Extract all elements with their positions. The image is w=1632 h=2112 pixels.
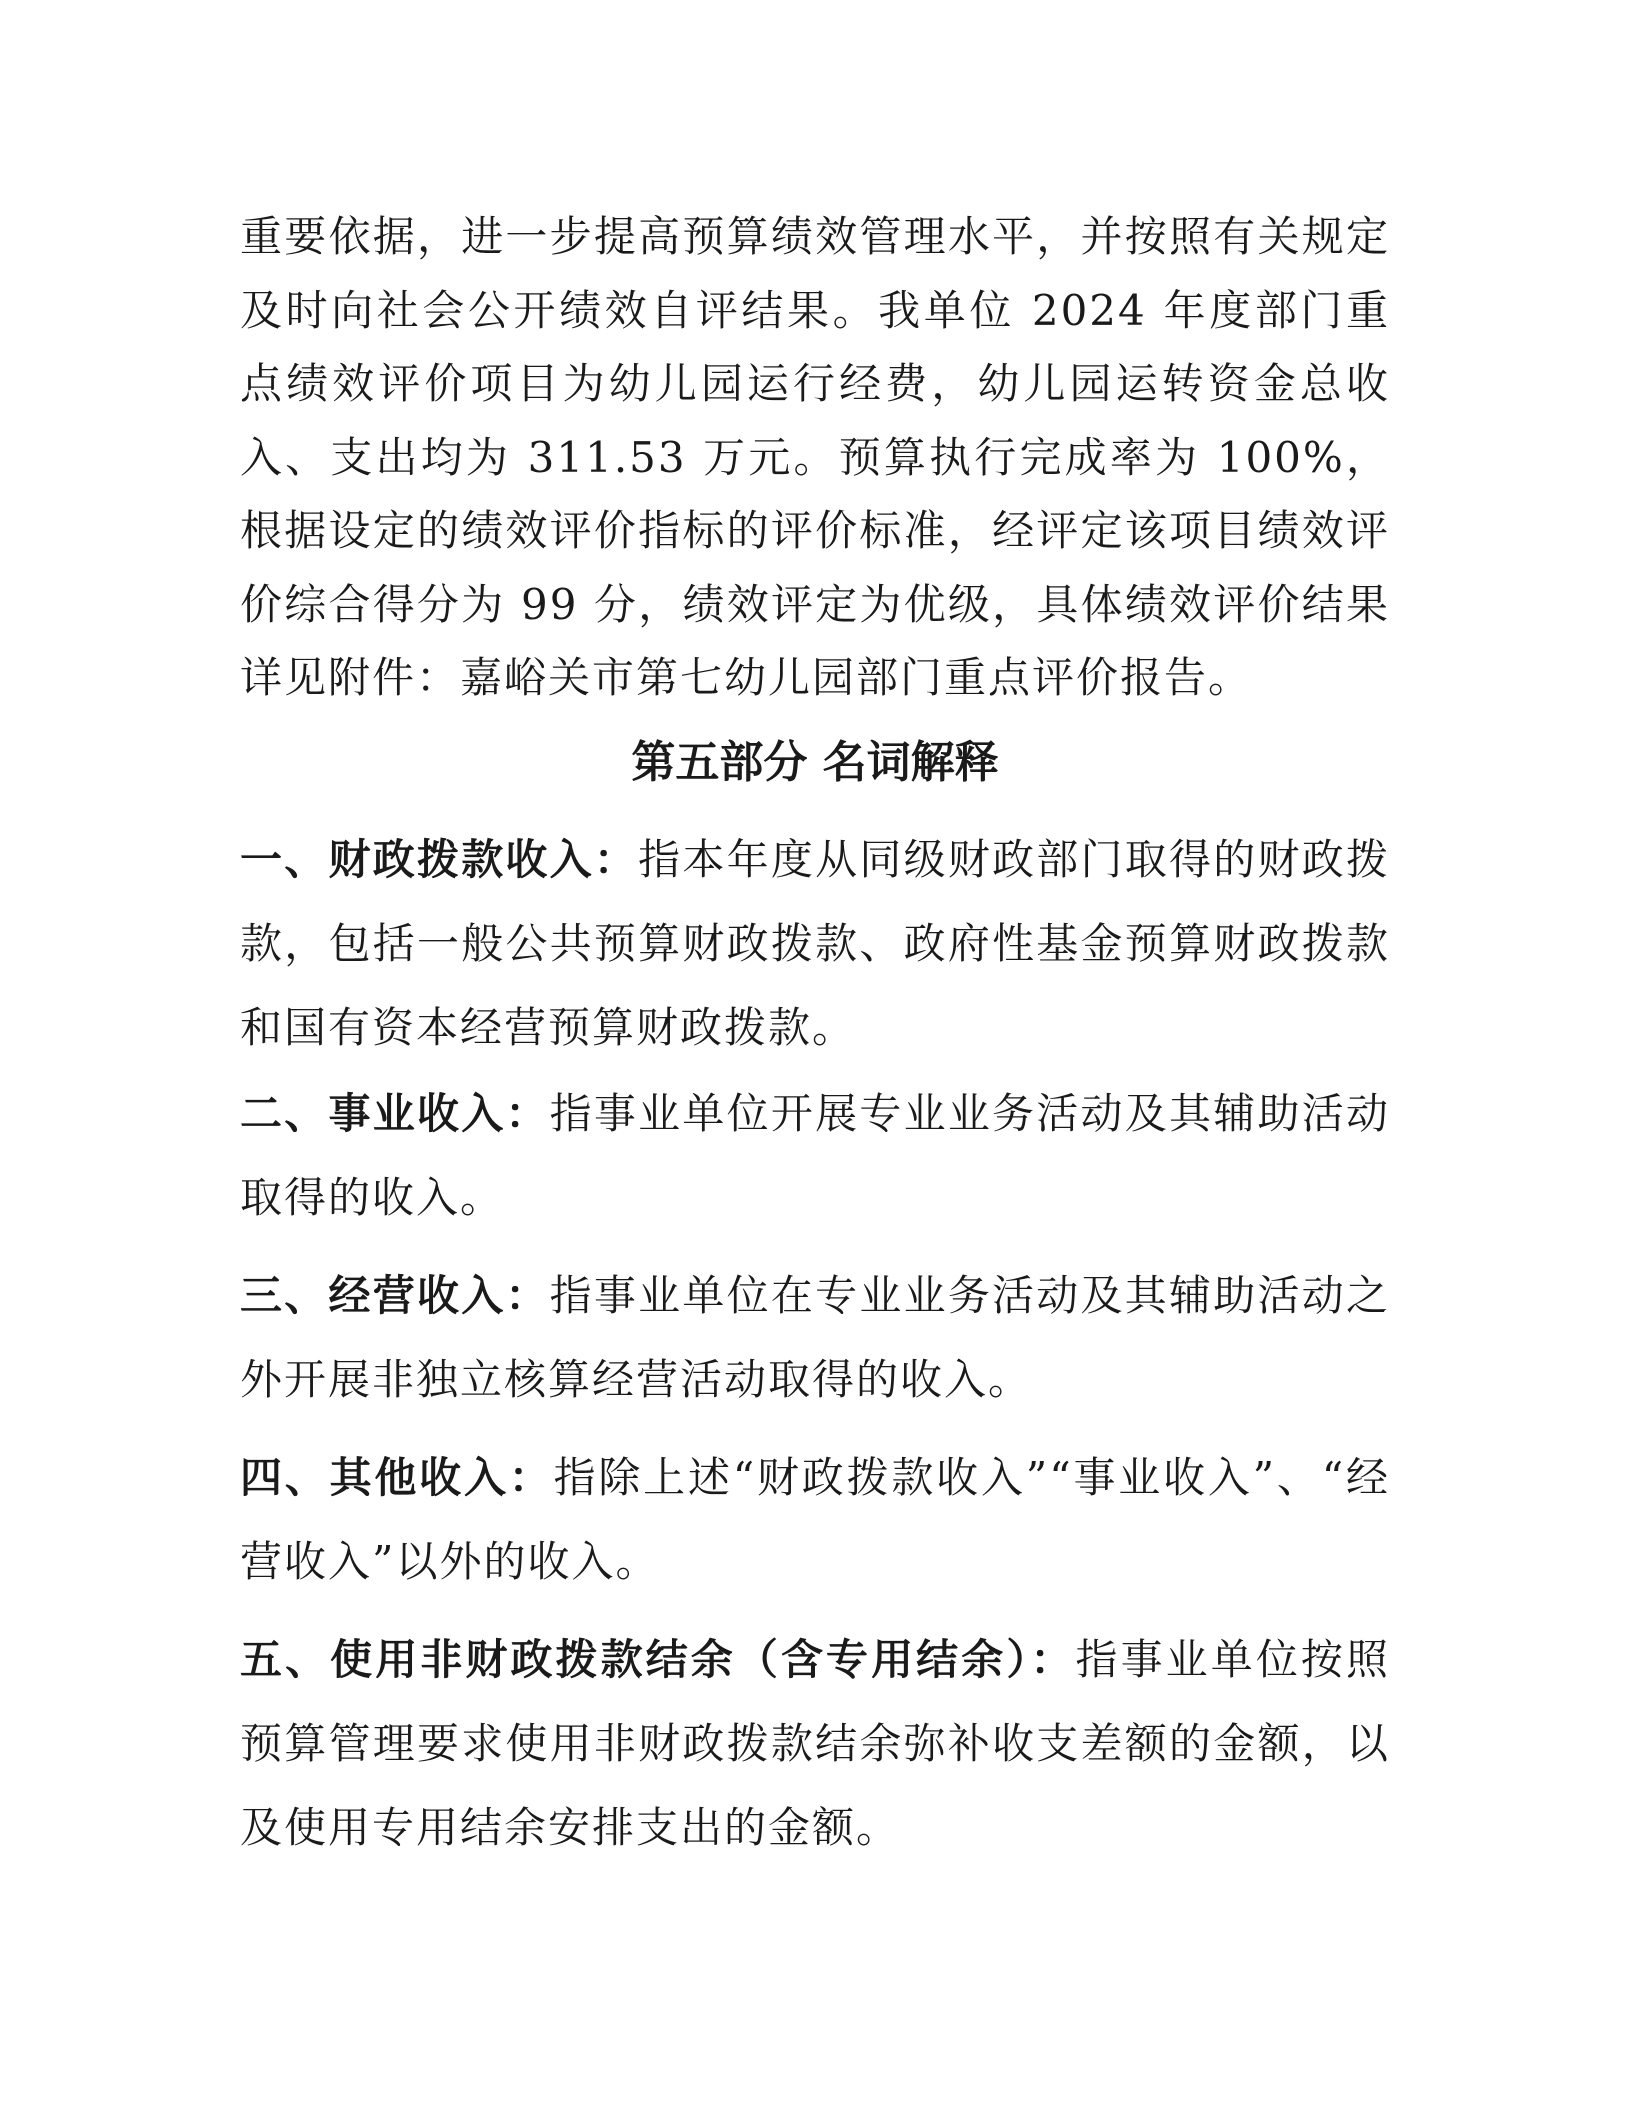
definition-term: 三、经营收入： [240, 1271, 550, 1320]
definition-item [240, 818, 1390, 1070]
intro-paragraph: 重要依据，进一步提高预算绩效管理水平，并按照有关规定及时向社会公开绩效自评结果。我单位 2024 年度部门重点绩效评价项目为幼儿园运行经费，幼儿园运转资金总收入、支出均为 311.53 万元。预算执行完成率为 100%，根据设定的绩效评价指标的评价标准，经评定该项目绩效评价综合得分为 99 分，绩效评定为优级，具体绩效评价结果详见附件：嘉峪关市第七幼儿园部门重点评价报告。 [240, 212, 1390, 702]
definition-term: 五、使用非财政拨款结余（含专用结余）： [240, 1635, 1076, 1684]
definition-text: 指事业单位按照预算管理要求使用非财政拨款结余弥补收支差额的金额，以及使用专用结余安排支出的金额。 [240, 1635, 1390, 1852]
section-title: 第五部分 名词解释 [631, 737, 999, 788]
definition-term: 四、其他收入： [240, 1453, 554, 1502]
definition-text: 指本年度从同级财政部门取得的财政拨款，包括一般公共预算财政拨款、政府性基金预算财政拨款和国有资本经营预算财政拨款。 [240, 835, 1390, 1052]
definition-term: 一、财政拨款收入： [240, 835, 639, 884]
definition-text: 指除上述“财政拨款收入”“事业收入”、“经营收入”以外的收入。 [240, 1453, 1390, 1586]
definition-item [240, 1436, 1390, 1604]
definition-text: 指事业单位在专业业务活动及其辅助活动之外开展非独立核算经营活动取得的收入。 [240, 1271, 1390, 1404]
definition-text: 指事业单位开展专业业务活动及其辅助活动取得的收入。 [240, 1089, 1390, 1222]
definition-item [240, 1618, 1390, 1870]
definition-term: 二、事业收入： [240, 1089, 550, 1138]
definition-item [240, 1072, 1390, 1240]
definition-item [240, 1254, 1390, 1422]
